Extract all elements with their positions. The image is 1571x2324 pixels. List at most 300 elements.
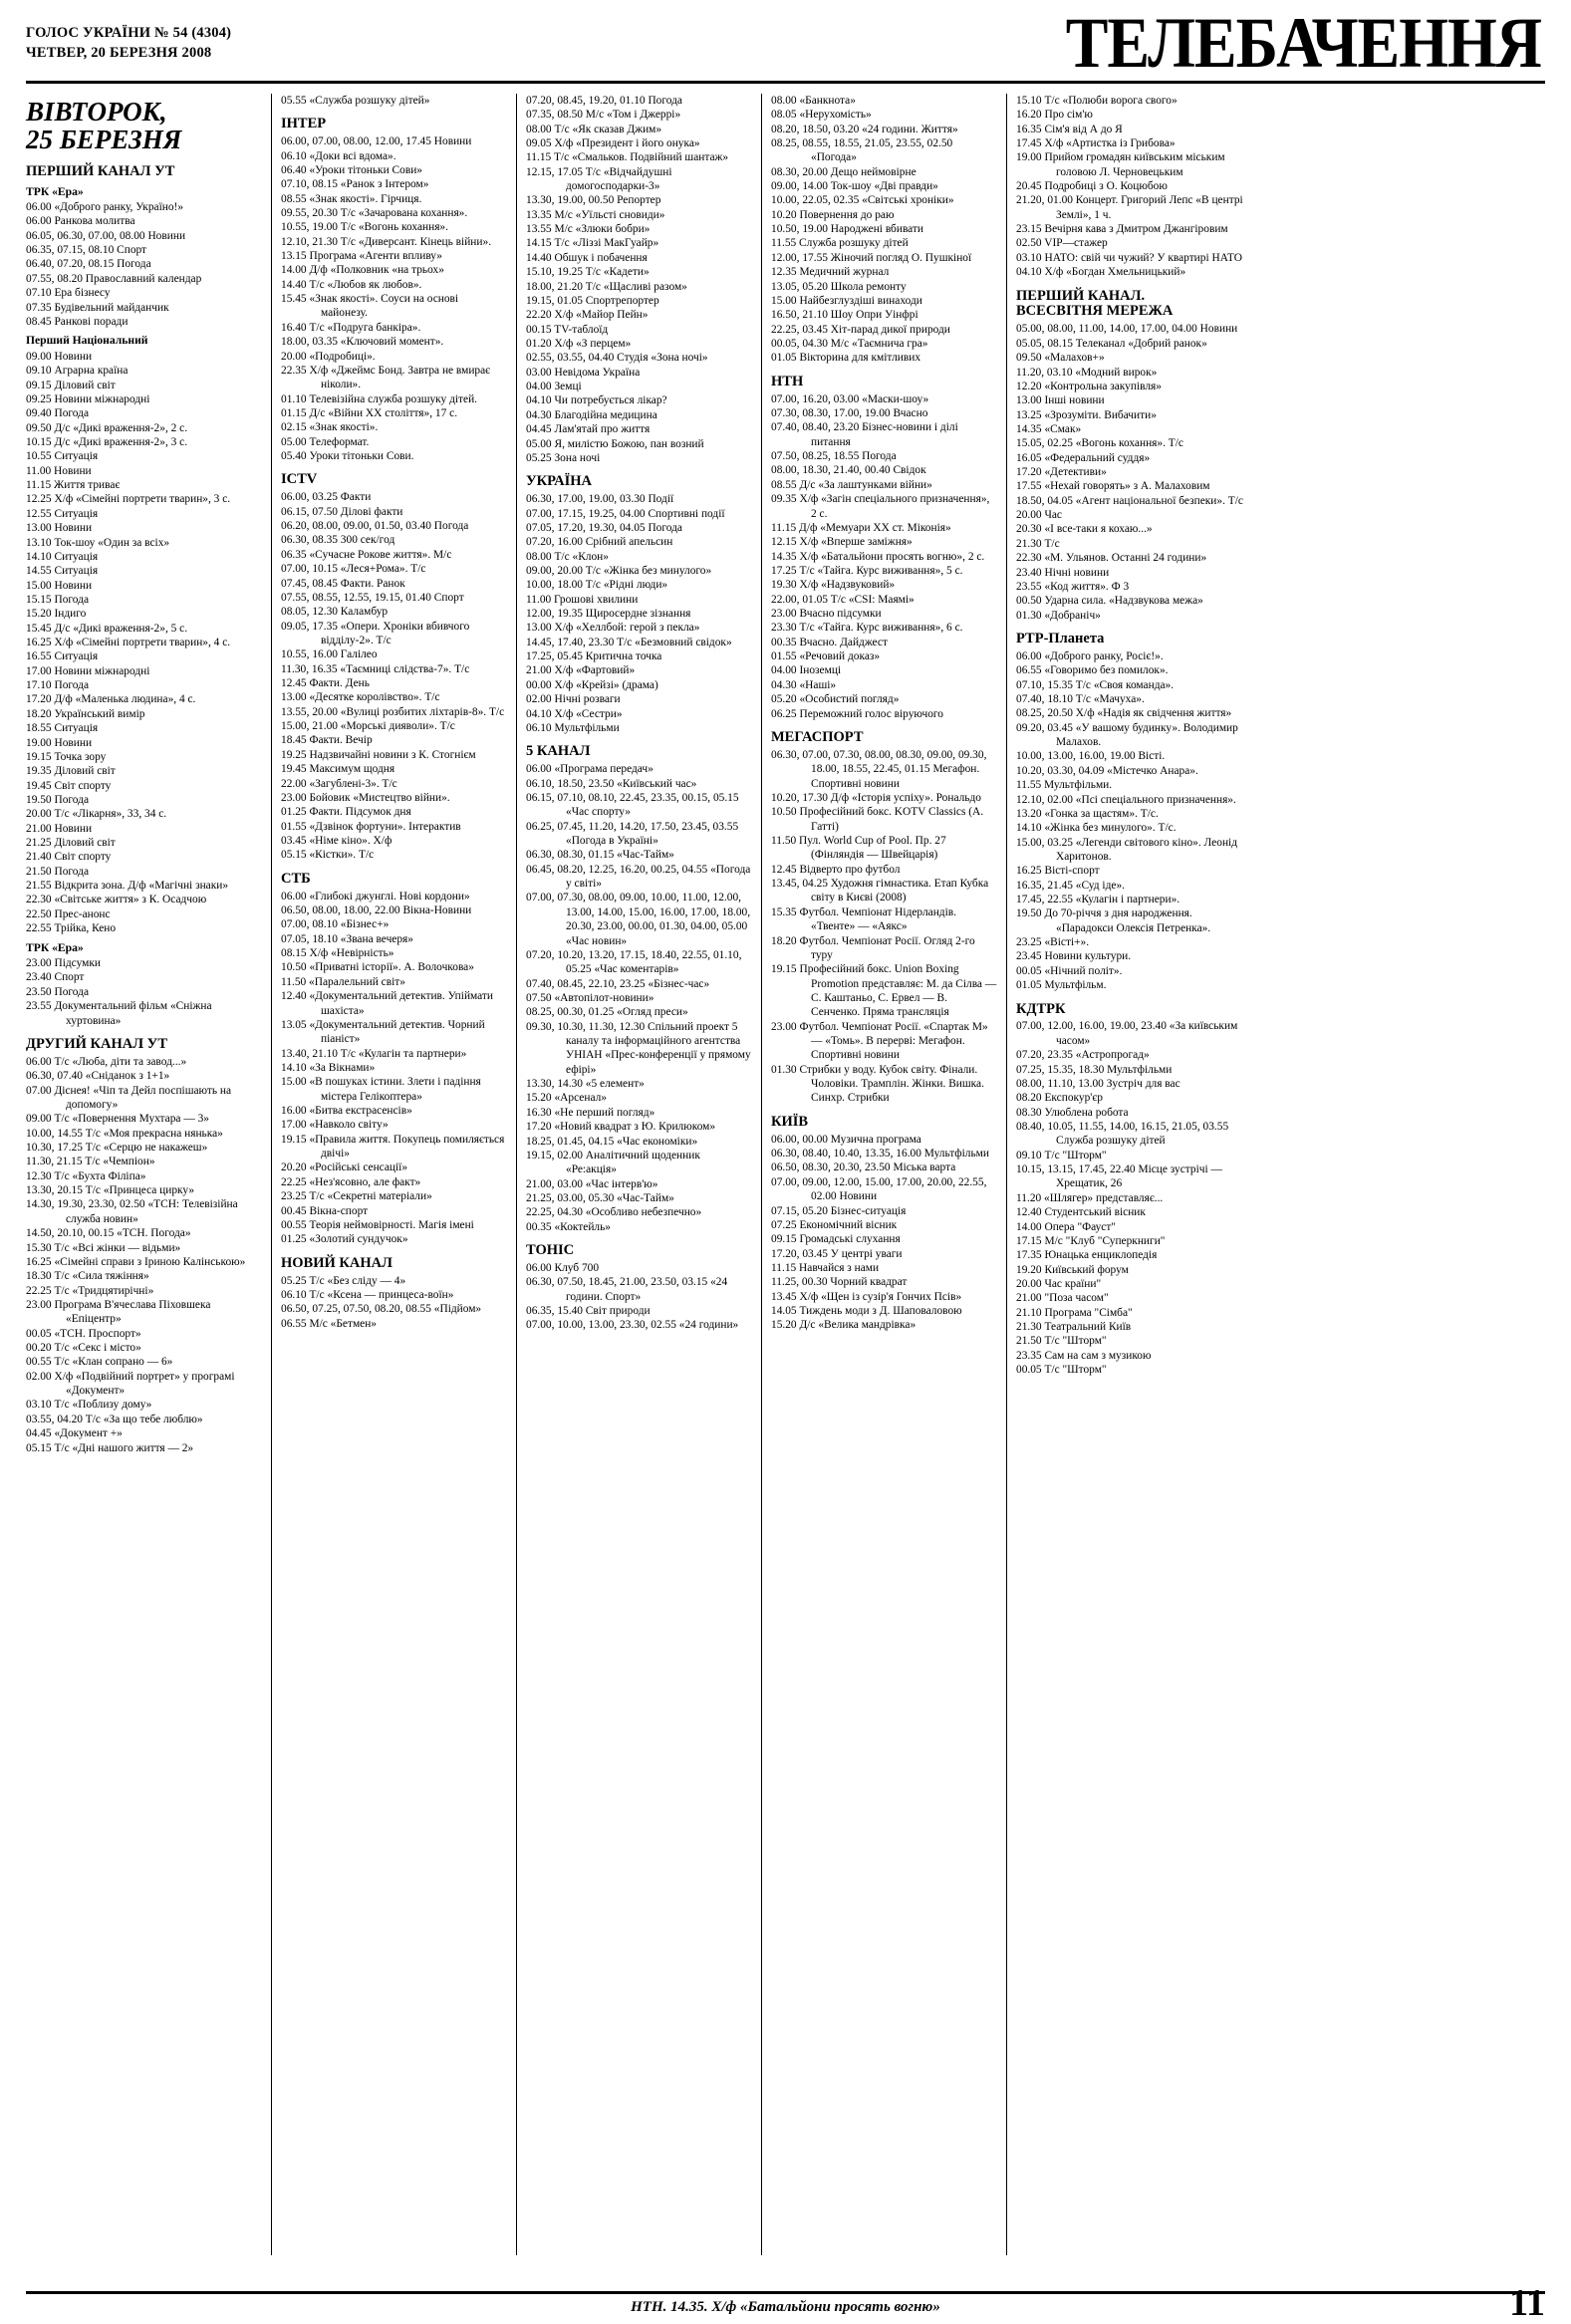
program-entry: 12.55 Ситуація bbox=[26, 507, 99, 520]
program-entry: 06.35 «Сучасне Рокове життя». М/с bbox=[281, 548, 452, 561]
program-entry: 10.55, 19.00 Т/с «Вогонь кохання». bbox=[281, 221, 448, 234]
program-entry: 00.05 «ТСН. Проспорт» bbox=[26, 1327, 141, 1340]
program-entry: 14.10 «Жінка без минулого». Т/с. bbox=[1016, 822, 1177, 835]
program-entry: 06.20, 08.00, 09.00, 01.50, 03.40 Погода bbox=[281, 520, 469, 533]
program-entry: 11.20, 03.10 «Модний вирок» bbox=[1016, 366, 1158, 379]
program-entry: 16.20 Про сім'ю bbox=[1016, 109, 1093, 122]
program-entry: 07.40, 08.40, 23.20 Бізнес-новини і ділі питання bbox=[771, 421, 958, 448]
program-entry: 14.50, 20.10, 00.15 «ТСН. Погода» bbox=[26, 1227, 191, 1240]
program-entry: 04.45 Лам'ятай про життя bbox=[526, 423, 651, 436]
program-entry: 06.55 «Говоримо без помилок». bbox=[1016, 664, 1169, 677]
program-entry: 00.50 Ударна сила. «Надзвукова межа» bbox=[1016, 595, 1203, 608]
program-entry: 23.00 Футбол. Чемпіонат Росії. «Спартак М» — «Томь». В перерві: Мегафон. Спортивні новини bbox=[771, 1020, 988, 1062]
program-entry: 08.30 Улюблена робота bbox=[1016, 1106, 1129, 1119]
channel-heading: ICTV bbox=[281, 471, 318, 488]
program-entry: 05.40 Уроки тітоньки Сови. bbox=[281, 450, 414, 463]
program-entry: 05.20 «Особистий погляд» bbox=[771, 693, 900, 706]
program-entry: 23.40 Спорт bbox=[26, 971, 85, 984]
program-entry: 17.00 Новини міжнародні bbox=[26, 664, 150, 677]
channel-heading: 5 КАНАЛ bbox=[526, 743, 591, 760]
program-entry: 12.15, 17.05 Т/с «Відчайдушні домогосподарки-3» bbox=[526, 165, 672, 193]
program-entry: 13.00 Новини bbox=[26, 522, 93, 535]
program-entry: 21.20, 01.00 Концерт. Григорий Лепс «В центрі Землі», 1 ч. bbox=[1016, 194, 1243, 221]
program-entry: 10.30, 17.25 Т/с «Серцю не накажеш» bbox=[26, 1142, 208, 1154]
program-entry: 14.00 Д/ф «Полковник «на трьох» bbox=[281, 264, 444, 277]
program-entry: 19.25 Надзвичайні новини з К. Стогнієм bbox=[281, 748, 476, 761]
program-entry: 17.55 «Нехай говорять» з А. Малаховим bbox=[1016, 480, 1210, 493]
program-entry: 17.35 Юнацька енциклопедія bbox=[1016, 1249, 1158, 1262]
program-entry: 15.15 Погода bbox=[26, 593, 90, 606]
program-entry: 07.20, 08.45, 19.20, 01.10 Погода bbox=[526, 94, 682, 107]
program-entry: 12.35 Медичний журнал bbox=[771, 266, 890, 279]
masthead bbox=[26, 3, 1545, 84]
program-entry: 02.00 Х/ф «Подвійний портрет» у програмі «Документ» bbox=[26, 1370, 235, 1398]
program-entry: 09.00 Т/с «Повернення Мухтара — 3» bbox=[26, 1113, 209, 1126]
program-entry: 07.40, 18.10 Т/с «Мачуха». bbox=[1016, 692, 1145, 705]
program-entry: 10.50 Професійний бокс. KOTV Classics (А. Гатті) bbox=[771, 806, 984, 833]
tv-column bbox=[1006, 94, 1251, 2255]
program-entry: 08.15 Х/ф «Невірність» bbox=[281, 947, 394, 960]
program-entry: 06.50, 08.00, 18.00, 22.00 Вікна-Новини bbox=[281, 904, 472, 917]
program-entry: 10.00, 22.05, 02.35 «Світські хроніки» bbox=[771, 194, 954, 207]
program-entry: 06.40 «Уроки тітоньки Сови» bbox=[281, 163, 422, 176]
program-entry: 19.45 Світ спорту bbox=[26, 779, 112, 792]
program-entry: 21.40 Світ спорту bbox=[26, 851, 112, 864]
program-entry: 23.15 Вечірня кава з Дмитром Джангіровим bbox=[1016, 223, 1228, 236]
program-entry: 14.35 Х/ф «Батальйони просять вогню», 2 с. bbox=[771, 550, 985, 563]
program-entry: 15.20 «Арсенал» bbox=[526, 1092, 607, 1105]
program-entry: 06.15, 07.10, 08.10, 22.45, 23.35, 00.15, 05.15 «Час спорту» bbox=[526, 791, 739, 819]
program-entry: 23.25 Т/с «Секретні матеріали» bbox=[281, 1190, 432, 1203]
program-entry: 13.45, 04.25 Художня гімнастика. Етап Кубка світу в Києві (2008) bbox=[771, 878, 989, 904]
program-entry: 16.25 «Сімейні справи з Іриною Калінською» bbox=[26, 1255, 246, 1268]
program-entry: 06.50, 07.25, 07.50, 08.20, 08.55 «Підйом» bbox=[281, 1303, 482, 1316]
program-entry: 07.25 Економічний вісник bbox=[771, 1218, 898, 1231]
program-entry: 05.05, 08.15 Телеканал «Добрий ранок» bbox=[1016, 337, 1207, 350]
program-entry: 19.00 Новини bbox=[26, 736, 93, 749]
program-entry: 06.45, 08.20, 12.25, 16.20, 00.25, 04.55 «Погода у світі» bbox=[526, 863, 751, 891]
program-entry: 22.35 Х/ф «Джеймс Бонд. Завтра не вмирає ніколи». bbox=[281, 364, 491, 391]
program-entry: 06.30, 07.50, 18.45, 21.00, 23.50, 03.15 «24 години. Спорт» bbox=[526, 1276, 728, 1303]
program-entry: 20.00 Час країни" bbox=[1016, 1277, 1102, 1290]
program-entry: 08.05 «Нерухомість» bbox=[771, 109, 872, 122]
program-entry: 18.20 Український вимір bbox=[26, 707, 145, 720]
program-entry: 13.15 Програма «Агенти впливу» bbox=[281, 250, 442, 263]
columns-container bbox=[26, 94, 1545, 2255]
program-entry: 08.30, 20.00 Дещо неймовірне bbox=[771, 165, 916, 178]
program-entry: 17.20 «Новий квадрат з Ю. Крилюком» bbox=[526, 1121, 716, 1134]
program-entry: 04.00 Іноземці bbox=[771, 664, 842, 677]
program-entry: 02.15 «Знак якості». bbox=[281, 421, 379, 434]
program-entry: 09.50 «Малахов+» bbox=[1016, 352, 1105, 365]
program-entry: 22.30 «Світське життя» з К. Осадчою bbox=[26, 894, 207, 906]
channel-heading: КИЇВ bbox=[771, 1113, 809, 1130]
program-entry: 00.15 TV-таблоїд bbox=[526, 323, 609, 336]
program-entry: 21.50 Т/с "Шторм" bbox=[1016, 1335, 1107, 1348]
program-entry: 06.10 Т/с «Ксена — принцеса-воїн» bbox=[281, 1288, 454, 1301]
program-entry: 23.00 Підсумки bbox=[26, 957, 101, 970]
program-entry: 13.05 «Документальний детектив. Чорний піаніст» bbox=[281, 1018, 485, 1046]
program-entry: 23.00 Бойовик «Мистецтво війни». bbox=[281, 791, 450, 804]
program-entry: 12.10, 02.00 «Псі спеціального призначення». bbox=[1016, 793, 1236, 806]
program-entry: 19.00 Прийом громадян київським міським головою Л. Черновецьким bbox=[1016, 151, 1225, 178]
program-entry: 22.25, 03.45 Хіт-парад дикої природи bbox=[771, 323, 950, 336]
program-entry: 06.00 Клуб 700 bbox=[526, 1262, 600, 1274]
program-entry: 15.45 Д/с «Дикі враження-2», 5 с. bbox=[26, 622, 188, 635]
program-entry: 04.30 «Наші» bbox=[771, 678, 837, 691]
program-entry: 03.00 Невідома Україна bbox=[526, 366, 641, 379]
program-entry: 23.00 Вчасно підсумки bbox=[771, 608, 882, 621]
program-entry: 05.00, 08.00, 11.00, 14.00, 17.00, 04.00 Новини bbox=[1016, 323, 1238, 336]
program-entry: 17.45, 22.55 «Кулагін і партнери». bbox=[1016, 894, 1180, 906]
program-entry: 08.40, 10.05, 11.55, 14.00, 16.15, 21.05, 03.55 Служба розшуку дітей bbox=[1016, 1120, 1229, 1148]
program-entry: 12.25 Х/ф «Сімейні портрети тварин», 3 с. bbox=[26, 493, 231, 506]
program-entry: 14.35 «Смак» bbox=[1016, 422, 1082, 435]
program-entry: 09.00, 20.00 Т/с «Жінка без минулого» bbox=[526, 564, 712, 577]
program-entry: 10.15, 13.15, 17.45, 22.40 Місце зустрічі — Хрещатик, 26 bbox=[1016, 1163, 1222, 1190]
program-entry: 01.30 «Добраніч» bbox=[1016, 609, 1101, 622]
program-entry: 15.00 Найбезглуздіші винаходи bbox=[771, 294, 922, 307]
program-entry: 11.50 «Паралельний світ» bbox=[281, 975, 405, 988]
program-entry: 03.10 Т/с «Поблизу дому» bbox=[26, 1399, 152, 1412]
program-entry: 21.10 Програма "Сімба" bbox=[1016, 1306, 1133, 1319]
program-entry: 00.55 Теорія неймовірності. Магія імені bbox=[281, 1218, 474, 1231]
program-entry: 16.55 Ситуація bbox=[26, 650, 99, 663]
channel-subheading: ТРК «Ера» bbox=[26, 184, 84, 198]
tv-column bbox=[271, 94, 516, 2255]
program-entry: 16.25 Х/ф «Сімейні портрети тварин», 4 с. bbox=[26, 637, 231, 649]
program-entry: 17.00 «Навколо світу» bbox=[281, 1119, 389, 1132]
channel-heading: ПЕРШИЙ КАНАЛ. ВСЕСВІТНЯ МЕРЕЖА bbox=[1016, 287, 1174, 320]
program-entry: 07.20, 10.20, 13.20, 17.15, 18.40, 22.55, 01.10, 05.25 «Час коментарів» bbox=[526, 948, 742, 976]
program-entry: 05.00 Телеформат. bbox=[281, 435, 370, 448]
program-entry: 07.05, 17.20, 19.30, 04.05 Погода bbox=[526, 521, 682, 534]
program-entry: 13.20 «Гонка за щастям». Т/с. bbox=[1016, 807, 1159, 820]
program-entry: 07.20, 16.00 Срібний апельсин bbox=[526, 536, 673, 549]
program-entry: 06.05, 06.30, 07.00, 08.00 Новини bbox=[26, 229, 186, 242]
program-entry: 18.20 Футбол. Чемпіонат Росії. Огляд 2-го туру bbox=[771, 934, 975, 961]
program-entry: 07.00, 07.30, 08.00, 09.00, 10.00, 11.00, 12.00, 13.00, 14.00, 15.00, 16.00, 17.00, 18.00, 20.30, 23.00, 00.00, 01.30, 04.00, 05.00 «Час новин» bbox=[526, 892, 751, 947]
program-entry: 18.25, 01.45, 04.15 «Час економіки» bbox=[526, 1135, 698, 1148]
program-entry: 09.15 Діловий світ bbox=[26, 379, 116, 391]
program-entry: 05.00 Я, милістю Божою, пан возний bbox=[526, 437, 704, 450]
program-entry: 07.30, 08.30, 17.00, 19.00 Вчасно bbox=[771, 407, 928, 419]
program-entry: 07.20, 23.35 «Астропрогад» bbox=[1016, 1049, 1150, 1062]
program-entry: 10.00, 13.00, 16.00, 19.00 Вісті. bbox=[1016, 750, 1166, 763]
program-entry: 11.15 Д/ф «Мемуари ХХ ст. Міконія» bbox=[771, 521, 951, 534]
program-entry: 18.00, 03.35 «Ключовий момент». bbox=[281, 336, 444, 349]
program-entry: 12.40 Студентський вісник bbox=[1016, 1206, 1146, 1219]
program-entry: 06.10 Мультфільми bbox=[526, 721, 620, 734]
program-entry: 17.15 М/с "Клуб "Суперкниги" bbox=[1016, 1234, 1166, 1247]
program-entry: 06.00, 07.00, 08.00, 12.00, 17.45 Новини bbox=[281, 135, 472, 148]
program-entry: 21.30 Театральний Київ bbox=[1016, 1321, 1132, 1334]
program-entry: 14.15 Т/с «Ліззі МакГуайр» bbox=[526, 237, 659, 250]
program-entry: 13.30, 19.00, 00.50 Репортер bbox=[526, 194, 661, 207]
program-entry: 01.20 Х/ф «З перцем» bbox=[526, 337, 632, 350]
program-entry: 21.00 "Поза часом" bbox=[1016, 1292, 1109, 1305]
program-entry: 16.30 «Не перший погляд» bbox=[526, 1106, 655, 1119]
program-entry: 20.45 Подробиці з О. Коцюбою bbox=[1016, 180, 1168, 193]
program-entry: 14.45, 17.40, 23.30 Т/с «Безмовний свідок» bbox=[526, 636, 732, 648]
program-entry: 19.20 Київський форум bbox=[1016, 1263, 1129, 1276]
program-entry: 16.25 Вісті-спорт bbox=[1016, 865, 1100, 878]
program-entry: 07.00, 12.00, 16.00, 19.00, 23.40 «За київським часом» bbox=[1016, 1020, 1238, 1047]
program-entry: 07.10 Ера бізнесу bbox=[26, 287, 111, 300]
program-entry: 04.45 «Документ +» bbox=[26, 1427, 123, 1440]
program-entry: 06.40, 07.20, 08.15 Погода bbox=[26, 258, 151, 271]
program-entry: 11.15 Життя триває bbox=[26, 479, 121, 492]
program-entry: 10.20 Повернення до раю bbox=[771, 208, 895, 221]
footer-highlight: НТН. 14.35. Х/ф «Батальйони просять вогню» bbox=[631, 2299, 940, 2315]
program-entry: 09.40 Погода bbox=[26, 407, 90, 420]
program-entry: 12.45 Відверто про футбол bbox=[771, 863, 901, 876]
program-entry: 10.15 Д/с «Дикі враження-2», 3 с. bbox=[26, 435, 188, 448]
program-entry: 01.05 Мультфільм. bbox=[1016, 979, 1107, 992]
program-entry: 14.05 Тиждень моди з Д. Шаповаловою bbox=[771, 1305, 962, 1318]
program-entry: 06.30, 08.40, 10.40, 13.35, 16.00 Мультфільми bbox=[771, 1148, 989, 1161]
program-entry: 08.20, 18.50, 03.20 «24 години. Життя» bbox=[771, 123, 958, 135]
page-number: 11 bbox=[1509, 2282, 1545, 2324]
program-entry: 08.25, 08.55, 18.55, 21.05, 23.55, 02.50 «Погода» bbox=[771, 136, 953, 164]
program-entry: 08.20 Експокур'єр bbox=[1016, 1092, 1103, 1105]
program-entry: 04.30 Благодійна медицина bbox=[526, 408, 657, 421]
program-entry: 19.15, 02.00 Аналітичний щоденник «Ре:акція» bbox=[526, 1149, 700, 1176]
program-entry: 11.30, 16.35 «Таємниці слідства-7». Т/с bbox=[281, 662, 470, 675]
program-entry: 19.15 Професійний бокс. Union Boxing Promotion представляє: М. да Сілва — С. Каштаньо, С. Ервел — В. Сенченко. Пряма трансляція bbox=[771, 963, 997, 1019]
program-entry: 01.30 Стрибки у воду. Кубок світу. Фінали. Чоловіки. Трамплін. Жінки. Вишка. Синхр. Стрибки bbox=[771, 1063, 984, 1105]
program-entry: 13.40, 21.10 Т/с «Кулагін та партнери» bbox=[281, 1047, 467, 1060]
channel-heading: МЕГАСПОРТ bbox=[771, 728, 864, 745]
program-entry: 12.10, 21.30 Т/с «Диверсант. Кінець війни». bbox=[281, 235, 492, 248]
program-entry: 17.25 Т/с «Тайга. Курс виживання», 5 с. bbox=[771, 564, 963, 577]
program-entry: 23.40 Нічні новини bbox=[1016, 566, 1110, 579]
program-entry: 20.20 «Російські сенсації» bbox=[281, 1162, 408, 1174]
program-entry: 17.10 Погода bbox=[26, 679, 90, 692]
issue-line: ГОЛОС УКРАЇНИ № 54 (4304) bbox=[26, 25, 232, 41]
program-entry: 09.10 Аграрна країна bbox=[26, 365, 129, 378]
program-entry: 10.20, 03.30, 04.09 «Містечко Анара». bbox=[1016, 764, 1198, 777]
program-entry: 15.20 Індиго bbox=[26, 608, 87, 621]
program-entry: 06.55 М/с «Бетмен» bbox=[281, 1317, 377, 1330]
program-entry: 04.10 Х/ф «Сестри» bbox=[526, 707, 623, 720]
program-entry: 15.20 Д/с «Велика мандрівка» bbox=[771, 1319, 916, 1332]
program-entry: 13.00 «Десятке королівство». Т/с bbox=[281, 691, 440, 704]
program-entry: 23.55 Документальний фільм «Сніжна хуртовина» bbox=[26, 1000, 212, 1027]
program-entry: 13.55 М/с «Злюки бобри» bbox=[526, 223, 651, 236]
program-entry: 20.00 «Подробиці». bbox=[281, 350, 376, 363]
program-entry: 15.05, 02.25 «Вогонь кохання». Т/с bbox=[1016, 437, 1183, 450]
program-entry: 02.00 Нічні розваги bbox=[526, 693, 621, 706]
program-entry: 14.10 «За Вікнами» bbox=[281, 1061, 376, 1074]
program-entry: 09.30, 10.30, 11.30, 12.30 Спільний проект 5 каналу та інформаційного агентства УНІАН «Прес-конференції у прямому ефірі» bbox=[526, 1020, 751, 1076]
program-entry: 19.15, 01.05 Спортрепортер bbox=[526, 294, 659, 307]
channel-heading: ДРУГИЙ КАНАЛ УТ bbox=[26, 1035, 167, 1052]
program-entry: 01.05 Вікторина для кмітливих bbox=[771, 352, 921, 365]
program-entry: 21.00, 03.00 «Час інтерв'ю» bbox=[526, 1177, 658, 1190]
program-entry: 11.55 Служба розшуку дітей bbox=[771, 237, 909, 250]
program-entry: 15.00 Новини bbox=[26, 579, 93, 592]
masthead-issue-info bbox=[26, 18, 231, 63]
program-entry: 16.00 «Битва екстрасенсів» bbox=[281, 1105, 412, 1118]
program-entry: 22.50 Прес-анонс bbox=[26, 907, 111, 920]
program-entry: 00.55 Т/с «Клан сопрано — 6» bbox=[26, 1356, 173, 1369]
program-entry: 08.55 «Знак якості». Гірчиця. bbox=[281, 192, 422, 205]
program-entry: 15.00, 03.25 «Легенди світового кіно». Леонід Харитонов. bbox=[1016, 836, 1237, 863]
program-entry: 16.40 Т/с «Подруга банкіра». bbox=[281, 321, 421, 334]
channel-heading: СТБ bbox=[281, 870, 311, 887]
program-entry: 21.00 Х/ф «Фартовий» bbox=[526, 664, 636, 677]
masthead-title: ТЕЛЕБАЧЕННЯ bbox=[1065, 3, 1541, 83]
program-entry: 00.35 «Коктейль» bbox=[526, 1220, 611, 1233]
program-entry: 06.00 «Глибокі джунглі. Нові кордони» bbox=[281, 890, 470, 903]
program-entry: 09.00, 14.00 Ток-шоу «Дві правди» bbox=[771, 180, 938, 193]
program-entry: 19.15 Точка зору bbox=[26, 750, 107, 763]
program-entry: 08.00 Т/с «Клон» bbox=[526, 550, 609, 563]
program-entry: 08.00, 18.30, 21.40, 00.40 Свідок bbox=[771, 464, 926, 477]
program-entry: 09.55, 20.30 Т/с «Зачарована кохання». bbox=[281, 206, 468, 219]
program-entry: 11.55 Мультфільми. bbox=[1016, 779, 1113, 792]
program-entry: 23.50 Погода bbox=[26, 985, 90, 998]
program-entry: 00.35 Вчасно. Дайджест bbox=[771, 636, 888, 648]
program-entry: 15.45 «Знак якості». Соуси на основі майонезу. bbox=[281, 293, 459, 320]
program-entry: 07.00, 08.10 «Бізнес+» bbox=[281, 918, 390, 931]
program-entry: 21.25 Діловий світ bbox=[26, 837, 116, 850]
program-entry: 18.55 Ситуація bbox=[26, 722, 99, 735]
program-entry: 23.00 Програма В'ячеслава Піховшека «Епіцентр» bbox=[26, 1298, 211, 1326]
program-entry: 11.15 Т/с «Смальков. Подвійний шантаж» bbox=[526, 151, 729, 164]
program-entry: 09.50 Д/с «Дикі враження-2», 2 с. bbox=[26, 421, 188, 434]
program-entry: 07.00 Діснея! «Чіп та Дейл поспішають на допомогу» bbox=[26, 1084, 232, 1111]
program-entry: 01.25 Факти. Підсумок дня bbox=[281, 806, 411, 819]
program-entry: 08.45 Ранкові поради bbox=[26, 315, 129, 328]
program-entry: 07.35, 08.50 М/с «Том і Джеррі» bbox=[526, 109, 681, 122]
program-entry: 07.50, 08.25, 18.55 Погода bbox=[771, 450, 897, 463]
program-entry: 09.25 Новини міжнародні bbox=[26, 392, 150, 405]
program-entry: 01.55 «Речовий доказ» bbox=[771, 650, 881, 663]
channel-heading: ТОНІС bbox=[526, 1242, 575, 1259]
program-entry: 06.30, 17.00, 19.00, 03.30 Події bbox=[526, 493, 674, 506]
program-entry: 06.00 «Доброго ранку, Україно!» bbox=[26, 201, 184, 214]
program-entry: 00.45 Вікна-спорт bbox=[281, 1204, 369, 1217]
program-entry: 12.20 «Контрольна закупівля» bbox=[1016, 380, 1162, 392]
program-entry: 06.00, 03.25 Факти bbox=[281, 491, 372, 504]
program-entry: 06.25 Переможний голос віруючого bbox=[771, 707, 943, 720]
program-entry: 06.30, 07.00, 07.30, 08.00, 08.30, 09.00, 09.30, 18.00, 18.55, 22.45, 01.15 Мегафон. Спортивні новини bbox=[771, 748, 987, 790]
program-entry: 06.00, 00.00 Музична програма bbox=[771, 1133, 921, 1146]
program-entry: 13.35 М/с «Уїльсті сновиди» bbox=[526, 208, 665, 221]
channel-subheading: Перший Національний bbox=[26, 334, 148, 348]
program-entry: 07.50 «Автопілот-новини» bbox=[526, 991, 655, 1004]
program-entry: 06.30, 08.30, 01.15 «Час-Тайм» bbox=[526, 849, 674, 862]
program-entry: 13.00 Х/ф «Хеллбой: герой з пекла» bbox=[526, 622, 700, 635]
program-entry: 11.00 Грошові хвилини bbox=[526, 593, 639, 606]
program-entry: 12.00, 19.35 Щиросердне зізнання bbox=[526, 608, 691, 621]
program-entry: 13.55, 20.00 «Вулиці розбитих ліхтарів-8». Т/с bbox=[281, 705, 505, 718]
program-entry: 11.25, 00.30 Чорний квадрат bbox=[771, 1276, 908, 1289]
program-entry: 07.55, 08.20 Православний календар bbox=[26, 272, 202, 285]
program-entry: 12.30 Т/с «Бухта Філіпа» bbox=[26, 1169, 146, 1182]
program-entry: 05.15 Т/с «Дні нашого життя — 2» bbox=[26, 1441, 194, 1454]
program-entry: 07.15, 05.20 Бізнес-ситуація bbox=[771, 1204, 907, 1217]
program-entry: 09.10 Т/с "Шторм" bbox=[1016, 1149, 1107, 1162]
program-entry: 17.20, 03.45 У центрі уваги bbox=[771, 1247, 903, 1260]
program-entry: 22.25 «Нез'ясовно, але факт» bbox=[281, 1175, 421, 1188]
program-entry: 17.20 Д/ф «Маленька людина», 4 с. bbox=[26, 693, 196, 706]
program-entry: 07.00, 09.00, 12.00, 15.00, 17.00, 20.00, 22.55, 02.00 Новини bbox=[771, 1175, 987, 1203]
program-entry: 16.35, 21.45 «Суд іде». bbox=[1016, 879, 1125, 892]
program-entry: 12.00, 17.55 Жіночий погляд О. Пушкіної bbox=[771, 251, 972, 264]
program-entry: 13.45 Х/ф «Щен із сузір'я Гончих Псів» bbox=[771, 1290, 962, 1303]
channel-heading: РТР-Планета bbox=[1016, 630, 1105, 646]
program-entry: 06.10, 18.50, 23.50 «Київський час» bbox=[526, 777, 697, 790]
program-entry: 02.50 VIP—стажер bbox=[1016, 237, 1108, 250]
program-entry: 21.25, 03.00, 05.30 «Час-Тайм» bbox=[526, 1191, 674, 1204]
channel-heading: КДТРК bbox=[1016, 1000, 1066, 1017]
program-entry: 01.15 Д/с «Війни ХХ століття», 17 с. bbox=[281, 407, 458, 419]
program-entry: 06.00 «Доброго ранку, Росіє!». bbox=[1016, 649, 1164, 662]
program-entry: 06.30, 08.35 300 сек/год bbox=[281, 534, 395, 547]
program-entry: 21.30 Т/с bbox=[1016, 537, 1060, 550]
program-entry: 02.55, 03.55, 04.40 Студія «Зона ночі» bbox=[526, 352, 708, 365]
program-entry: 00.00 Х/ф «Крейзі» (драма) bbox=[526, 678, 658, 691]
program-entry: 21.00 Новини bbox=[26, 822, 93, 835]
program-entry: 12.45 Факти. День bbox=[281, 677, 370, 690]
program-entry: 10.50, 19.00 Народжені вбивати bbox=[771, 223, 924, 236]
program-entry: 22.00, 01.05 Т/с «CSI: Маямі» bbox=[771, 593, 915, 606]
program-entry: 19.30 Х/ф «Надзвуковий» bbox=[771, 579, 896, 592]
program-entry: 09.20, 03.45 «У вашому будинку». Володимир Малахов. bbox=[1016, 721, 1238, 749]
program-entry: 11.30, 21.15 Т/с «Чемпіон» bbox=[26, 1156, 155, 1168]
program-entry: 04.00 Земці bbox=[526, 381, 582, 393]
program-entry: 06.35, 07.15, 08.10 Спорт bbox=[26, 244, 147, 257]
program-entry: 17.25, 05.45 Критична точка bbox=[526, 650, 662, 663]
program-entry: 06.00 Ранкова молитва bbox=[26, 215, 135, 228]
program-entry: 10.55, 16.00 Галілео bbox=[281, 648, 378, 661]
program-entry: 14.55 Ситуація bbox=[26, 565, 99, 578]
program-entry: 13.05, 05.20 Школа ремонту bbox=[771, 280, 907, 293]
program-entry: 05.55 «Служба розшуку дітей» bbox=[281, 94, 430, 107]
program-entry: 13.10 Ток-шоу «Один за всіх» bbox=[26, 536, 170, 549]
program-entry: 20.00 Т/с «Лікарня», 33, 34 с. bbox=[26, 808, 167, 821]
program-entry: 01.55 «Дзвінок фортуни». Інтерактив bbox=[281, 820, 461, 833]
program-entry: 20.00 Час bbox=[1016, 509, 1062, 522]
program-entry: 18.45 Факти. Вечір bbox=[281, 734, 373, 747]
program-entry: 07.00, 10.15 «Леся+Рома». Т/с bbox=[281, 563, 426, 576]
program-entry: 06.25, 07.45, 11.20, 14.20, 17.50, 23.45, 03.55 «Погода в Україні» bbox=[526, 820, 739, 847]
program-entry: 21.50 Погода bbox=[26, 865, 90, 878]
tv-column bbox=[516, 94, 761, 2255]
program-entry: 13.30, 14.30 «5 елемент» bbox=[526, 1078, 645, 1091]
program-entry: 13.30, 20.15 Т/с «Принцеса цирку» bbox=[26, 1184, 195, 1197]
program-entry: 19.15 «Правила життя. Покупець помиляється двічі» bbox=[281, 1133, 505, 1161]
program-entry: 07.00, 16.20, 03.00 «Маски-шоу» bbox=[771, 392, 929, 405]
program-entry: 03.10 НАТО: свій чи чужий? У квартирі НАТО bbox=[1016, 251, 1242, 264]
channel-heading: НТН bbox=[771, 373, 804, 389]
program-entry: 18.00, 21.20 Т/с «Щасливі разом» bbox=[526, 280, 687, 293]
program-entry: 16.50, 21.10 Шоу Опри Уінфрі bbox=[771, 309, 918, 322]
program-entry: 07.55, 08.55, 12.55, 19.15, 01.40 Спорт bbox=[281, 591, 464, 604]
program-entry: 15.10 Т/с «Полюби ворога свого» bbox=[1016, 94, 1178, 107]
program-entry: 19.50 До 70-річчя з дня народження. «Парадокси Олексія Петренка». bbox=[1016, 907, 1211, 934]
program-entry: 23.30 Т/с «Тайга. Курс виживання», 6 с. bbox=[771, 622, 963, 635]
program-entry: 06.00 «Програма передач» bbox=[526, 763, 654, 776]
program-entry: 22.20 Х/ф «Майор Пейн» bbox=[526, 309, 649, 322]
program-entry: 17.20 «Детективи» bbox=[1016, 466, 1107, 479]
program-entry: 10.00, 18.00 Т/с «Рідні люди» bbox=[526, 579, 668, 592]
program-entry: 09.00 Новини bbox=[26, 350, 93, 363]
program-entry: 23.45 Новини культури. bbox=[1016, 950, 1132, 963]
